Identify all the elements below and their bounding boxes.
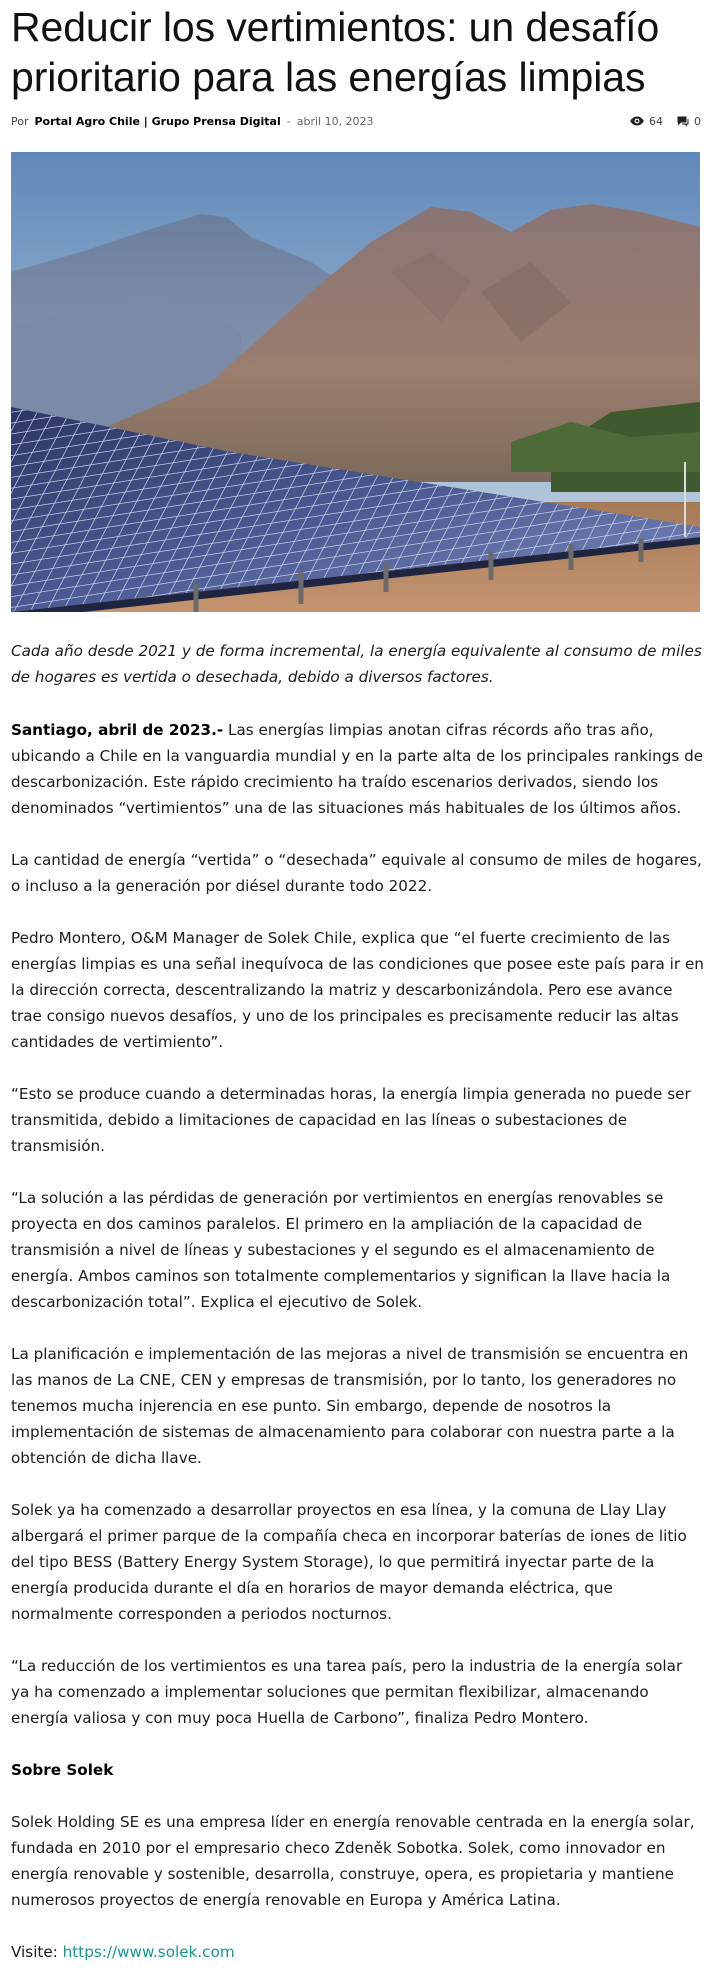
eye-icon bbox=[630, 116, 644, 126]
solek-website-link[interactable]: https://www.solek.com bbox=[62, 1943, 235, 1961]
paragraph: La cantidad de energía “vertida” o “desechada” equivale al consumo de miles de hogares, o incluso a la generación por diésel durante todo 2022. bbox=[11, 851, 702, 895]
comments-value: 0 bbox=[694, 114, 701, 128]
comments-count[interactable] bbox=[677, 115, 701, 128]
meta-separator: - bbox=[286, 114, 291, 128]
paragraph-text: Las energías limpias anotan cifras récords año tras año, ubicando a Chile en la vanguardia mundial y en la parte alta de los principales rankings de descarbonización. Este rápido crecimiento ha traído escenarios derivados, siendo los denominados “vertimientos” una de las situaciones más habituales de los últimos años. bbox=[11, 721, 704, 817]
dateline: Santiago, abril de 2023.- bbox=[11, 721, 224, 739]
about-text: Solek Holding SE es una empresa líder en energía renovable centrada en la energía solar, fundada en 2010 por el empresario checo Zdeněk Sobotka. Solek, como innovador en energía renovable y sostenible, desarrolla, construye, opera, es propietaria y mantiene numerosos proyectos de energía renovable en Europa y América Latina. bbox=[11, 1813, 695, 1909]
paragraph: “La solución a las pérdidas de generación por vertimientos en energías renovables se proyecta en dos caminos paralelos. El primero en la ampliación de la capacidad de transmisión a nivel de líneas y subestaciones y el segundo es el almacenamiento de energía. Ambos caminos son totalmente complementarios y significan la llave hacia la descarbonización total”. Explica el ejecutivo de Solek. bbox=[11, 1189, 671, 1311]
paragraph: La planificación e implementación de las mejoras a nivel de transmisión se encuentra en las manos de La CNE, CEN y empresas de transmisión, por lo tanto, los generadores no tenemos mucha injerencia en ese punto. Sin embargo, depende de nosotros la implementación de sistemas de almacenamiento para colaborar con nuestra parte a la obtención de dicha llave. bbox=[11, 1345, 689, 1467]
paragraph: “La reducción de los vertimientos es una tarea país, pero la industria de la energía solar ya ha comenzado a implementar soluciones que permitan flexibilizar, almacenando energía valiosa y con muy poca Huella de Carbono”, finaliza Pedro Montero. bbox=[11, 1657, 683, 1727]
comment-icon bbox=[677, 116, 689, 127]
views-count bbox=[630, 115, 663, 128]
paragraph: Solek ya ha comenzado a desarrollar proyectos en esa línea, y la comuna de Llay Llay albergará el primer parque de la compañía checa en incorporar baterías de iones de litio del tipo BESS (Battery Energy System Storage), lo que permitirá inyectar parte de la energía producida durante el día en horarios de mayor demanda eléctrica, que normalmente corresponden a periodos nocturnos. bbox=[11, 1501, 687, 1623]
article-title: Reducir los vertimientos: un desafío prioritario para las energías limpias bbox=[11, 4, 660, 100]
article-meta bbox=[11, 110, 706, 132]
views-value: 64 bbox=[649, 114, 663, 128]
publish-date: abril 10, 2023 bbox=[296, 114, 374, 128]
article-lead: Cada año desde 2021 y de forma incremental, la energía equivalente al consumo de miles de hogares es vertida o desechada, debido a diversos factores. bbox=[11, 642, 702, 686]
hero-image bbox=[11, 152, 700, 612]
paragraph bbox=[11, 717, 704, 821]
paragraph: Pedro Montero, O&M Manager de Solek Chile, explica que “el fuerte crecimiento de las energías limpias es una señal inequívoca de las condiciones que posee este país para ir en la dirección correcta, descentralizando la matriz y descarbonizándola. Pero ese avance trae consigo nuevos desafíos, y uno de los principales es precisamente reducir las altas cantidades de vertimiento”. bbox=[11, 929, 704, 1051]
author-link[interactable]: Portal Agro Chile | Grupo Prensa Digital bbox=[34, 114, 281, 128]
visit-label: Visite: bbox=[11, 1943, 63, 1961]
article-body bbox=[11, 638, 704, 1965]
about-heading: Sobre Solek bbox=[11, 1761, 114, 1779]
by-label: Por bbox=[11, 114, 29, 128]
visit-line bbox=[11, 1939, 704, 1965]
paragraph: “Esto se produce cuando a determinadas horas, la energía limpia generada no puede ser transmitida, debido a limitaciones de capacidad en las líneas o subestaciones de transmisión. bbox=[11, 1085, 691, 1155]
